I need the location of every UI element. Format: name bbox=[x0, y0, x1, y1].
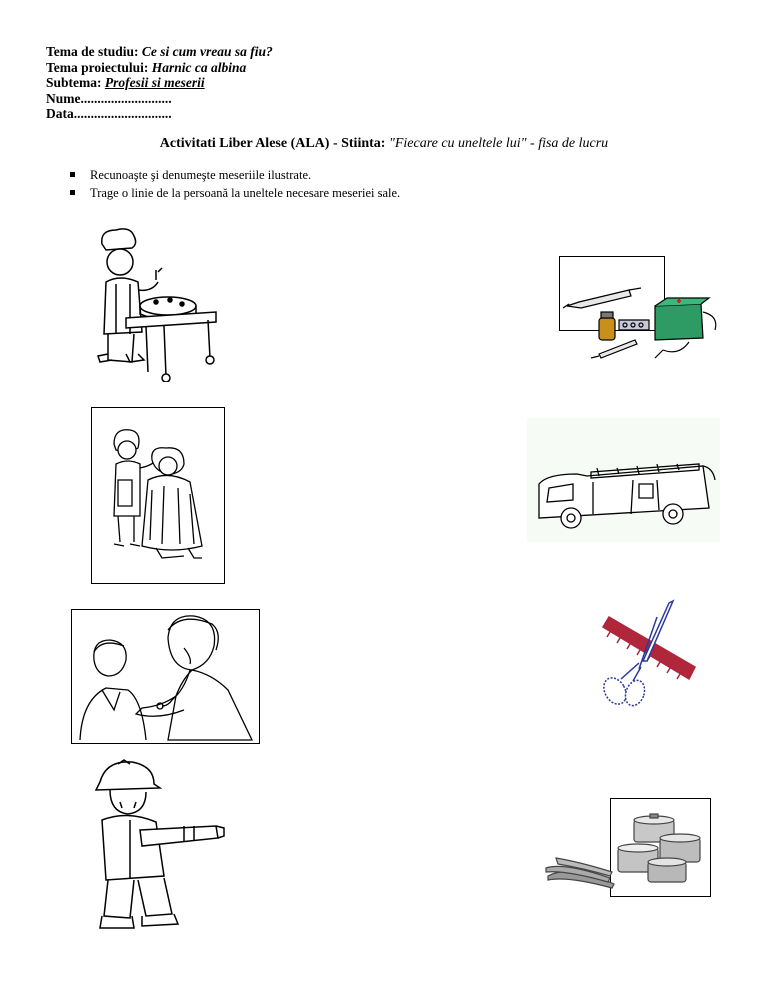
fire-truck-illustration[interactable] bbox=[527, 418, 720, 542]
tema-proiect-value: Harnic ca albina bbox=[151, 59, 247, 75]
cookware-illustration[interactable] bbox=[540, 812, 710, 896]
nume-field bbox=[46, 91, 273, 107]
medical-tools-illustration[interactable] bbox=[559, 276, 725, 366]
title-sub: "Fiecare cu uneltele lui" - fisa de lucru bbox=[388, 136, 609, 151]
firefighter-illustration[interactable] bbox=[84, 756, 228, 936]
cook-illustration[interactable] bbox=[86, 222, 226, 382]
instructions-list bbox=[68, 166, 400, 202]
tema-proiect-label: Tema proiectului: bbox=[46, 59, 149, 75]
subtema-value: Profesii si meserii bbox=[104, 75, 205, 91]
tema-studiu-row bbox=[46, 44, 273, 60]
instruction-item: Recunoaşte şi denumeşte meseriile ilustrate. bbox=[68, 166, 400, 184]
tema-proiect-row bbox=[46, 60, 273, 76]
data-field bbox=[46, 106, 273, 122]
worksheet-title bbox=[0, 136, 768, 152]
tema-studiu-label: Tema de studiu: bbox=[46, 44, 139, 59]
doctor-illustration[interactable] bbox=[71, 609, 260, 744]
nume-label: Nume........................... bbox=[46, 90, 172, 106]
data-label: Data............................. bbox=[46, 106, 172, 122]
instruction-item: Trage o linie de la persoană la uneltele necesare meseriei sale. bbox=[68, 184, 400, 202]
subtema-label: Subtema: bbox=[46, 75, 102, 91]
tema-studiu-value: Ce si cum vreau sa fiu? bbox=[141, 44, 273, 59]
comb-scissors-illustration[interactable] bbox=[595, 597, 707, 713]
subtema-row bbox=[46, 75, 273, 91]
title-main: Activitati Liber Alese (ALA) - Stiinta: bbox=[159, 136, 386, 151]
hairdresser-illustration[interactable] bbox=[91, 407, 225, 584]
worksheet-header bbox=[46, 44, 273, 122]
